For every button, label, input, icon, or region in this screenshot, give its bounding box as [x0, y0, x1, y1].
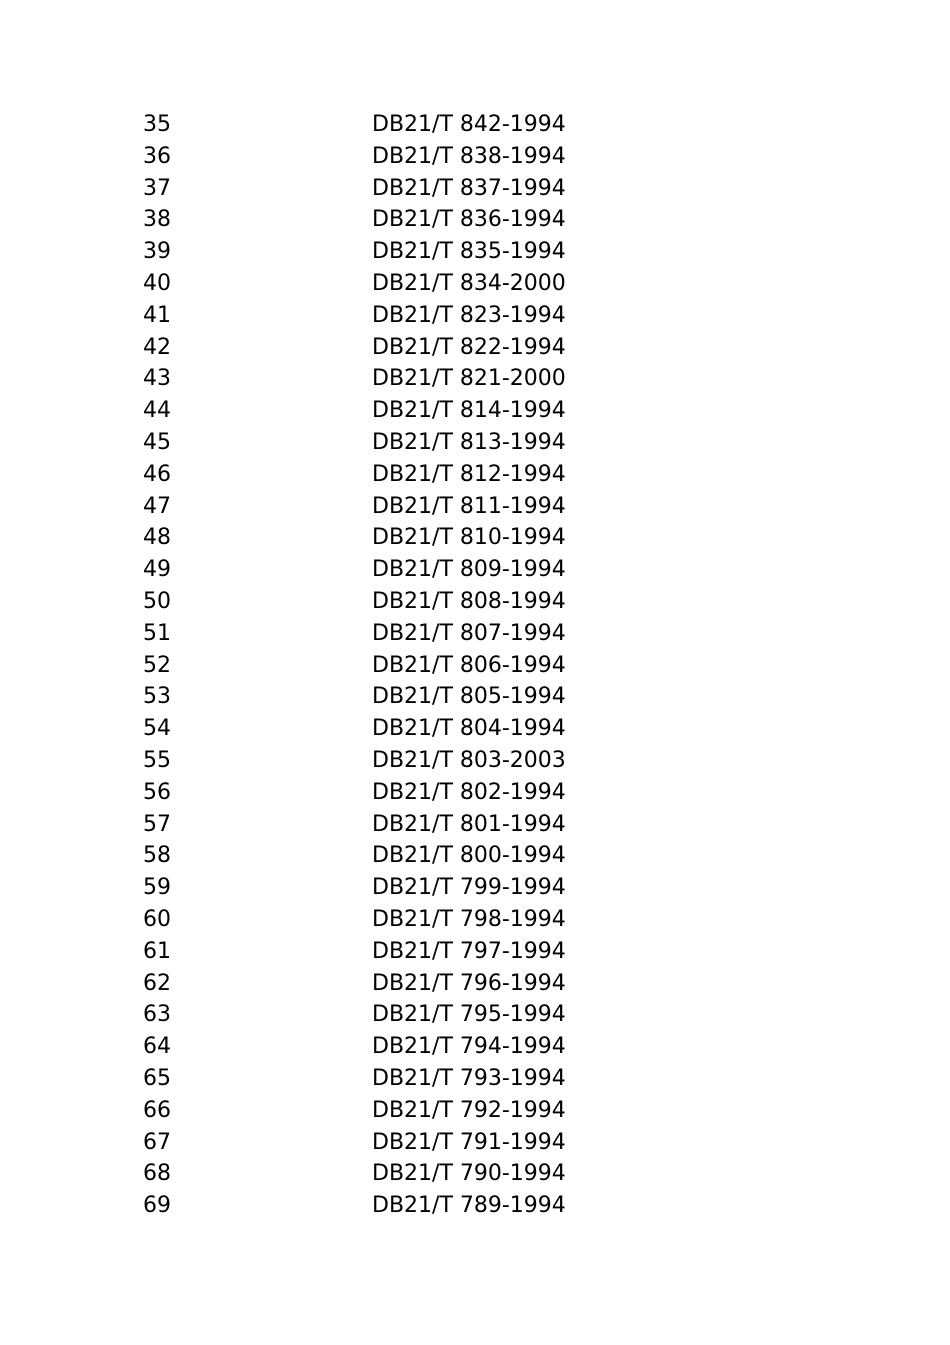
standard-code: DB21/T 799-1994 [372, 875, 566, 901]
standard-code: DB21/T 796-1994 [372, 970, 566, 996]
standard-code: DB21/T 838-1994 [372, 143, 566, 169]
item-number: 42 [143, 334, 171, 360]
list-item [143, 1190, 663, 1222]
item-number: 67 [143, 1129, 171, 1155]
standard-code: DB21/T 805-1994 [372, 684, 566, 710]
standard-code: DB21/T 808-1994 [372, 588, 566, 614]
list-item [143, 872, 663, 904]
list-item [143, 840, 663, 872]
list-item [143, 236, 663, 268]
item-number: 40 [143, 270, 171, 296]
item-number: 54 [143, 716, 171, 742]
standard-code: DB21/T 842-1994 [372, 112, 566, 137]
list-item [143, 141, 663, 173]
list-item [143, 1063, 663, 1095]
list-item [143, 1158, 663, 1190]
standard-code: DB21/T 800-1994 [372, 843, 566, 869]
standard-code: DB21/T 801-1994 [372, 811, 566, 837]
list-item [143, 300, 663, 332]
standard-code: DB21/T 810-1994 [372, 525, 566, 551]
list-item [143, 204, 663, 236]
standard-code: DB21/T 803-2003 [372, 747, 566, 773]
standard-code: DB21/T 814-1994 [372, 398, 566, 424]
standard-code: DB21/T 821-2000 [372, 366, 566, 392]
list-item [143, 1031, 663, 1063]
list-item [143, 363, 663, 395]
standard-code: DB21/T 798-1994 [372, 906, 566, 932]
item-number: 65 [143, 1065, 171, 1091]
item-number: 47 [143, 493, 171, 519]
item-number: 58 [143, 843, 171, 869]
standard-code: DB21/T 797-1994 [372, 938, 566, 964]
list-item [143, 713, 663, 745]
standard-code: DB21/T 791-1994 [372, 1129, 566, 1155]
list-item [143, 332, 663, 364]
standard-code: DB21/T 790-1994 [372, 1161, 566, 1187]
list-item [143, 650, 663, 682]
item-number: 41 [143, 302, 171, 328]
standard-code: DB21/T 795-1994 [372, 1002, 566, 1028]
standard-code: DB21/T 794-1994 [372, 1034, 566, 1060]
list-item [143, 968, 663, 1000]
list-item [143, 936, 663, 968]
standard-code: DB21/T 811-1994 [372, 493, 566, 519]
item-number: 35 [143, 112, 171, 137]
standard-code: DB21/T 837-1994 [372, 175, 566, 201]
item-number: 64 [143, 1034, 171, 1060]
standard-code: DB21/T 812-1994 [372, 461, 566, 487]
list-item [143, 109, 663, 141]
standard-code: DB21/T 822-1994 [372, 334, 566, 360]
item-number: 38 [143, 207, 171, 233]
item-number: 69 [143, 1193, 171, 1219]
standard-code: DB21/T 807-1994 [372, 620, 566, 646]
standard-code: DB21/T 835-1994 [372, 239, 566, 265]
item-number: 52 [143, 652, 171, 678]
item-number: 43 [143, 366, 171, 392]
item-number: 46 [143, 461, 171, 487]
standard-code: DB21/T 792-1994 [372, 1097, 566, 1123]
list-item [143, 268, 663, 300]
list-item [143, 1095, 663, 1127]
item-number: 50 [143, 588, 171, 614]
item-number: 39 [143, 239, 171, 265]
item-number: 66 [143, 1097, 171, 1123]
standard-code: DB21/T 789-1994 [372, 1193, 566, 1219]
item-number: 68 [143, 1161, 171, 1187]
list-item [143, 586, 663, 618]
item-number: 53 [143, 684, 171, 710]
list-item [143, 681, 663, 713]
list-item [143, 522, 663, 554]
item-number: 36 [143, 143, 171, 169]
item-number: 37 [143, 175, 171, 201]
standard-code: DB21/T 804-1994 [372, 716, 566, 742]
list-item [143, 618, 663, 650]
list-item [143, 491, 663, 523]
item-number: 57 [143, 811, 171, 837]
list-item [143, 1127, 663, 1159]
item-number: 56 [143, 779, 171, 805]
list-item [143, 745, 663, 777]
standard-code: DB21/T 809-1994 [372, 557, 566, 583]
item-number: 49 [143, 557, 171, 583]
list-item [143, 809, 663, 841]
list-item [143, 999, 663, 1031]
list-item [143, 427, 663, 459]
list-item [143, 777, 663, 809]
item-number: 60 [143, 906, 171, 932]
item-number: 48 [143, 525, 171, 551]
item-number: 63 [143, 1002, 171, 1028]
standard-code: DB21/T 802-1994 [372, 779, 566, 805]
standards-list [143, 109, 663, 1222]
item-number: 59 [143, 875, 171, 901]
item-number: 55 [143, 747, 171, 773]
standard-code: DB21/T 806-1994 [372, 652, 566, 678]
item-number: 44 [143, 398, 171, 424]
item-number: 51 [143, 620, 171, 646]
standard-code: DB21/T 834-2000 [372, 270, 566, 296]
standard-code: DB21/T 793-1994 [372, 1065, 566, 1091]
standard-code: DB21/T 813-1994 [372, 429, 566, 455]
item-number: 61 [143, 938, 171, 964]
list-item [143, 554, 663, 586]
list-item [143, 904, 663, 936]
list-item [143, 395, 663, 427]
list-item [143, 173, 663, 205]
standard-code: DB21/T 836-1994 [372, 207, 566, 233]
item-number: 62 [143, 970, 171, 996]
standard-code: DB21/T 823-1994 [372, 302, 566, 328]
item-number: 45 [143, 429, 171, 455]
list-item [143, 459, 663, 491]
